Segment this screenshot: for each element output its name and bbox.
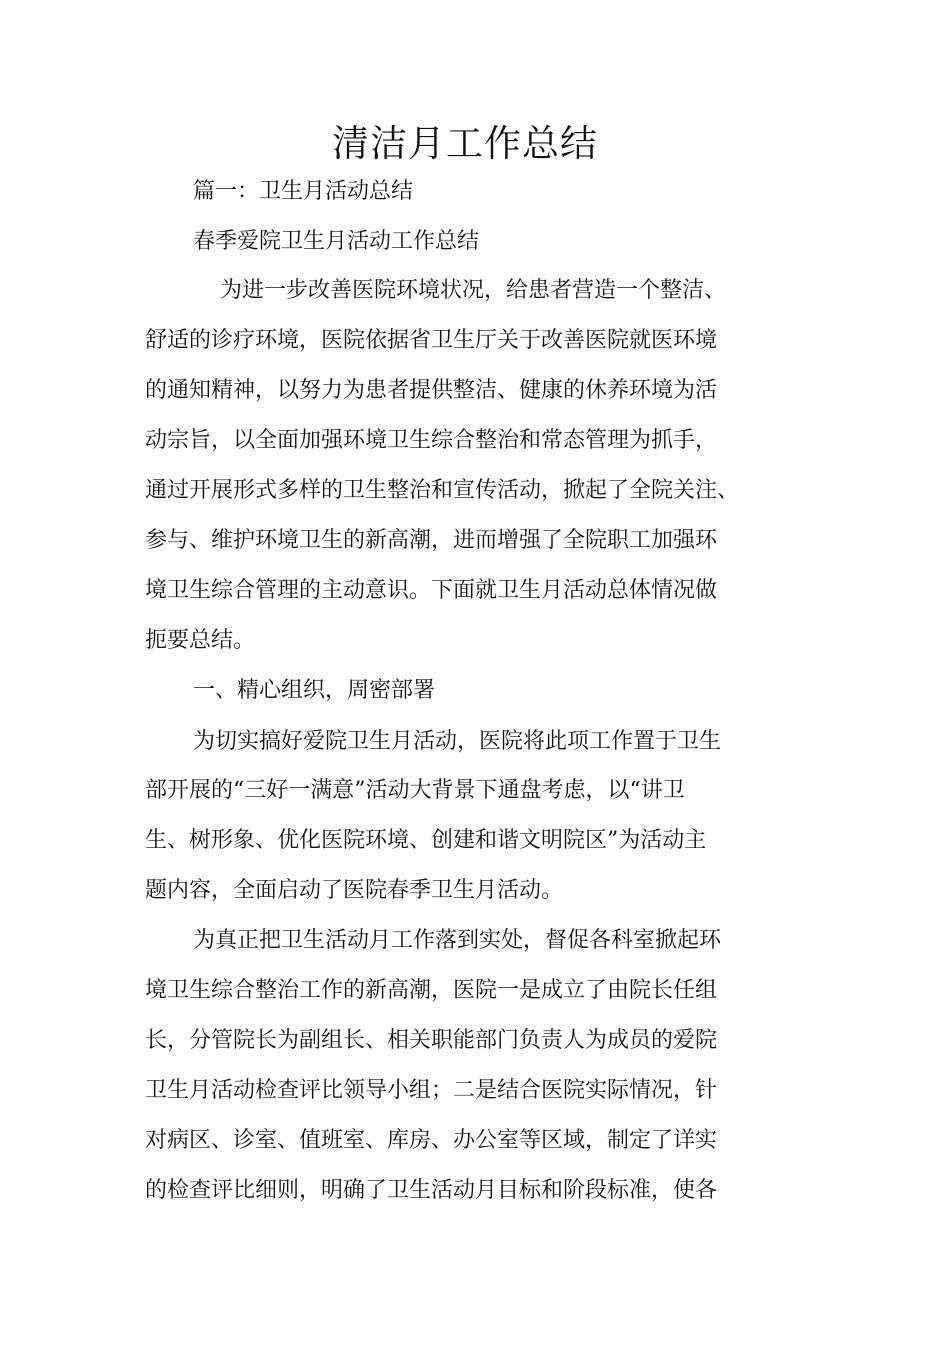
body-line: 扼要总结。 — [145, 628, 256, 653]
body-line: 境卫生综合管理的主动意识。下面就卫生月活动总体情况做 — [145, 578, 718, 603]
subtitle: 春季爱院卫生月活动工作总结 — [193, 229, 480, 254]
body-line: 通过开展形式多样的卫生整治和宣传活动，掀起了全院关注、 — [145, 478, 740, 503]
body-line: 为真正把卫生活动月工作落到实处，督促各科室掀起环 — [193, 928, 722, 953]
document-title: 清洁月工作总结 — [332, 122, 598, 165]
body-line: 舒适的诊疗环境，医院依据省卫生厅关于改善医院就医环境 — [145, 328, 718, 353]
body-line: 境卫生综合整治工作的新高潮，医院一是成立了由院长任组 — [145, 978, 718, 1003]
body-line: 为进一步改善医院环境状况，给患者营造一个整洁、 — [220, 278, 727, 303]
body-line: 参与、维护环境卫生的新高潮，进而增强了全院职工加强环 — [145, 528, 718, 553]
body-line: 生、树形象、优化医院环境、创建和谐文明院区”为活动主 — [145, 828, 707, 853]
section-heading: 一、精心组织，周密部署 — [193, 678, 436, 703]
body-line: 部开展的“三好一满意”活动大背景下通盘考虑，以“讲卫 — [145, 778, 685, 803]
body-line: 为切实搞好爱院卫生月活动，医院将此项工作置于卫生 — [193, 729, 722, 754]
body-line: 题内容，全面启动了医院春季卫生月活动。 — [145, 878, 564, 903]
body-line: 长，分管院长为副组长、相关职能部门负责人为成员的爱院 — [145, 1028, 718, 1053]
body-line: 动宗旨，以全面加强环境卫生综合整治和常态管理为抓手， — [145, 428, 718, 453]
body-line: 卫生月活动检查评比领导小组；二是结合医院实际情况，针 — [145, 1078, 718, 1103]
body-line: 的检查评比细则，明确了卫生活动月目标和阶段标准，使各 — [145, 1178, 718, 1203]
body-line: 的通知精神，以努力为患者提供整洁、健康的休养环境为活 — [145, 378, 718, 403]
section-heading: 篇一：卫生月活动总结 — [193, 179, 414, 204]
body-line: 对病区、诊室、值班室、库房、办公室等区域，制定了详实 — [145, 1128, 718, 1153]
